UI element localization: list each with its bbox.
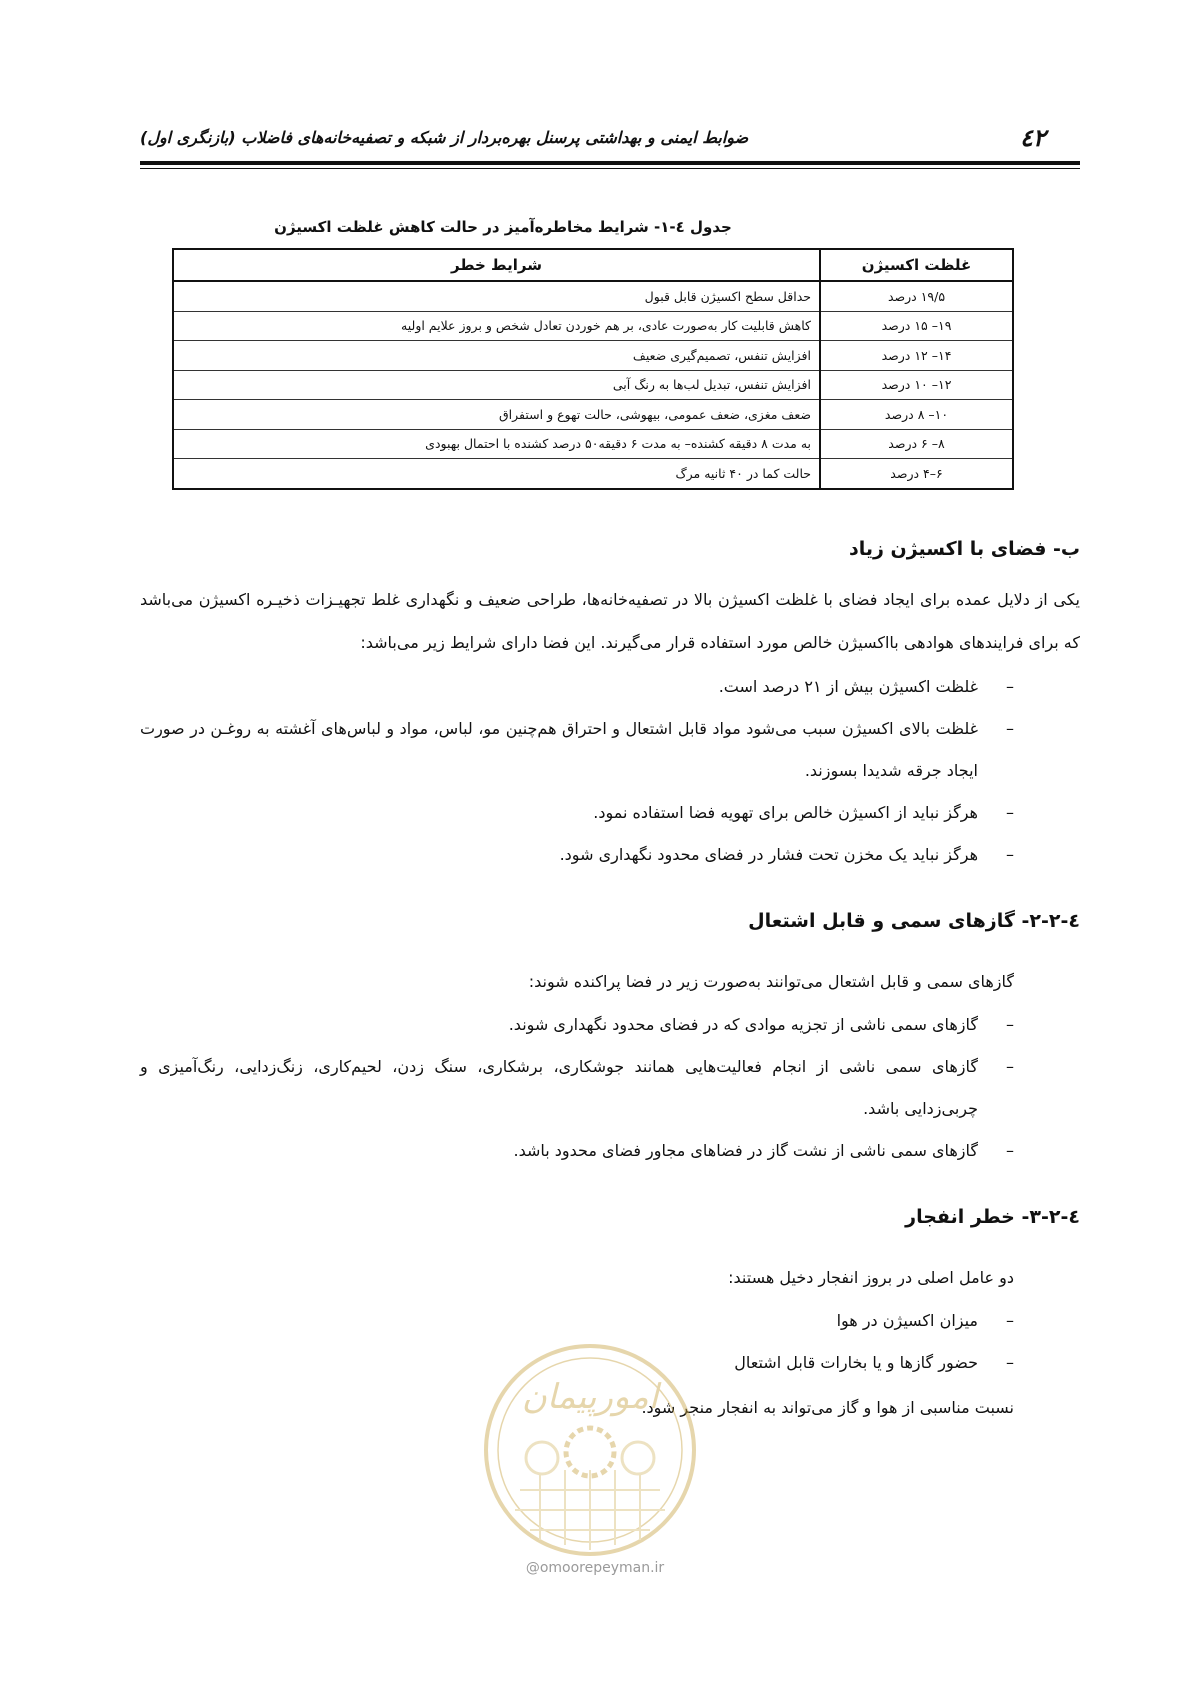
bullet-dash: –	[1006, 1057, 1014, 1076]
list-item-text: گازهای سمی ناشی از تجزیه موادی که در فضای محدود نگهداری شوند.	[508, 1015, 978, 1034]
column-header-oxygen: غلظت اکسیژن	[820, 249, 1013, 281]
list-item-text: میزان اکسیژن در هوا	[836, 1311, 978, 1330]
list-item-text: غلظت اکسیژن بیش از ۲۱ درصد است.	[718, 677, 978, 696]
table-row	[173, 311, 1013, 341]
header-rule-thin	[140, 168, 1080, 169]
bullet-dash: –	[1006, 803, 1014, 822]
condition-cell: کاهش قابلیت کار به‌صورت عادی، بر هم خوردن تعادل شخص و بروز علایم اولیه	[173, 311, 820, 341]
watermark-logo-icon	[480, 1340, 700, 1560]
page-number: ٤٢	[1020, 124, 1046, 152]
oxygen-cell: ۱۴– ۱۲ درصد	[820, 341, 1013, 371]
list-item-text: غلظت بالای اکسیژن سبب می‌شود مواد قابل اشتعال و احتراق هم‌چنین مو، لباس، مواد و لباس‌های آغشته به روغـن در صورت ایجاد جرقه شدیدا بسوزند.	[140, 719, 978, 780]
section-4-2-2-intro: گازهای سمی و قابل اشتعال می‌توانند به‌صورت زیر در فضا پراکنده شوند:	[528, 972, 1014, 991]
table-header-row	[173, 249, 1013, 281]
list-item-text: گازهای سمی ناشی از انجام فعالیت‌هایی همانند جوشکاری، برشکاری، سنگ زدن، لحیم‌کاری، زنگ‌زدایی، رنگ‌آمیزی و چربی‌زدایی باشد.	[140, 1057, 978, 1118]
table-caption: جدول ٤-١- شرایط مخاطره‌آمیز در حالت کاهش غلظت اکسیژن	[274, 218, 732, 236]
table-row	[173, 400, 1013, 430]
list-item-text: گازهای سمی ناشی از نشت گاز در فضاهای مجاور فضای محدود باشد.	[513, 1141, 978, 1160]
oxygen-cell: ۶–۴ درصد	[820, 459, 1013, 489]
bullet-dash: –	[1006, 719, 1014, 738]
section-4-2-2-heading: ٤-٢-٢- گازهای سمی و قابل اشتعال	[748, 910, 1080, 932]
list-item	[140, 1046, 1014, 1130]
list-item	[140, 1004, 1014, 1046]
condition-cell: به مدت ۸ دقیقه کشنده– به مدت ۶ دقیقه۵۰ درصد کشنده با احتمال بهبودی	[173, 429, 820, 459]
column-header-conditions: شرایط خطر	[173, 249, 820, 281]
bullet-dash: –	[1006, 845, 1014, 864]
condition-cell: افزایش تنفس، تصمیم‌گیری ضعیف	[173, 341, 820, 371]
running-title: ضوابط ایمنی و بهداشتی پرسنل بهره‌بردار از شبکه و تصفیه‌خانه‌های فاضلاب (بازنگری اول)	[140, 128, 749, 147]
list-item	[140, 1300, 1014, 1342]
oxygen-deficiency-table	[172, 248, 1014, 490]
oxygen-cell: ۱۰– ۸ درصد	[820, 400, 1013, 430]
list-item	[140, 708, 1014, 792]
section-4-2-2-bullets	[140, 1004, 1014, 1172]
list-item-text: هرگز نباید یک مخزن تحت فشار در فضای محدود نگهداری شود.	[559, 845, 978, 864]
list-item	[140, 1130, 1014, 1172]
condition-cell: ضعف مغزی، ضعف عمومی، بیهوشی، حالت تهوع و استفراق	[173, 400, 820, 430]
at-sign-icon: @	[525, 1560, 540, 1576]
section-b-paragraph: یکی از دلایل عمده برای ایجاد فضای با غلظت اکسیژن بالا در تصفیه‌خانه‌ها، طراحی ضعیف و نگهداری غلط تجهیـزات ذخیـره اکسیژن می‌باشد که برای فرایندهای هوادهی بااکسیژن خالص مورد استفاده قرار می‌گیرند. این فضا دارای شرایط زیر می‌باشد:	[140, 590, 1080, 652]
condition-cell: حالت کما در ۴۰ ثانیه مرگ	[173, 459, 820, 489]
list-item-text: هرگز نباید از اکسیژن خالص برای تهویه فضا استفاده نمود.	[593, 803, 978, 822]
table-row	[173, 429, 1013, 459]
section-4-2-3-closing: نسبت مناسبی از هوا و گاز می‌تواند به انفجار منجر شود.	[641, 1398, 1014, 1417]
section-4-2-3-intro: دو عامل اصلی در بروز انفجار دخیل هستند:	[728, 1268, 1014, 1287]
oxygen-cell: ۱۹– ۱۵ درصد	[820, 311, 1013, 341]
oxygen-cell: ۸– ۶ درصد	[820, 429, 1013, 459]
bullet-dash: –	[1006, 1311, 1014, 1330]
bullet-dash: –	[1006, 1141, 1014, 1160]
table-row	[173, 341, 1013, 371]
section-b-bullets	[140, 666, 1014, 876]
condition-cell: افزایش تنفس، تبدیل لب‌ها به رنگ آبی	[173, 370, 820, 400]
watermark-logo-text: امورپیمان	[521, 1377, 659, 1417]
oxygen-cell: ۱۹/۵ درصد	[820, 281, 1013, 311]
watermark-site-text: omoorepeyman.ir	[539, 1560, 665, 1576]
section-b-heading: ب- فضای با اکسیژن زیاد	[848, 538, 1080, 560]
bullet-dash: –	[1006, 677, 1014, 696]
list-item	[140, 666, 1014, 708]
list-item-text: حضور گازها و یا بخارات قابل اشتعال	[734, 1353, 978, 1372]
watermark-site	[500, 1560, 690, 1576]
bullet-dash: –	[1006, 1353, 1014, 1372]
oxygen-cell: ۱۲– ۱۰ درصد	[820, 370, 1013, 400]
section-4-2-3-heading: ٤-٢-٣- خطر انفجار	[905, 1206, 1080, 1228]
list-item	[140, 834, 1014, 876]
table-row	[173, 370, 1013, 400]
condition-cell: حداقل سطح اکسیژن قابل قبول	[173, 281, 820, 311]
table-row	[173, 459, 1013, 489]
list-item	[140, 792, 1014, 834]
bullet-dash: –	[1006, 1015, 1014, 1034]
table-row	[173, 281, 1013, 311]
header-rule-thick	[140, 161, 1080, 165]
